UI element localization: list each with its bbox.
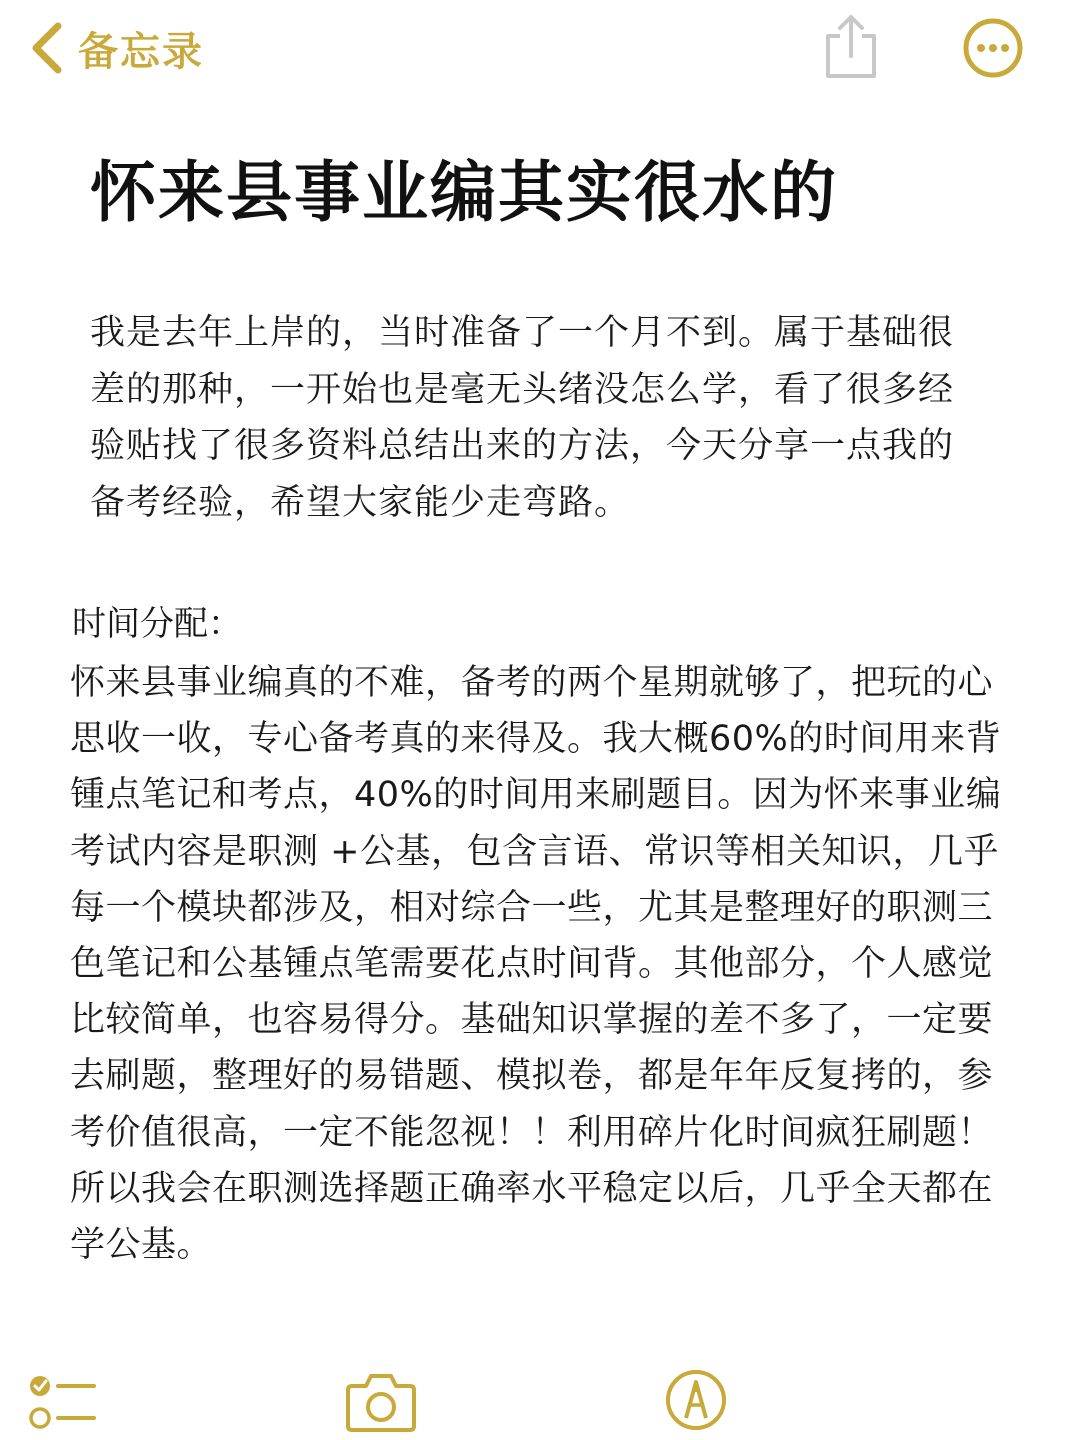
ellipsis-circle-icon [962, 17, 1024, 79]
back-button[interactable] [28, 18, 204, 78]
checklist-icon [26, 1370, 98, 1436]
note-title: 怀来县事业编其实很水的 [90, 154, 838, 231]
section-body-paragraph: 怀来县事业编真的不难，备考的两个星期就够了，把玩的心思收一收，专心备考真的来得及。我大概60%的时间用来背锺点笔记和考点，40%的时间用来刷题目。因为怀来事业编考试内容是职测 +公基，包含言语、常识等相关知识，几乎每一个模块都涉及，相对综合一些，尤其是整理好的职测三色笔记和公基锺点笔需要花点时间背。其他部分，个人感觉比较简单，也容易得分。基础知识掌握的差不多了，一定要去刷题，整理好的易错题、模拟卷，都是年年反复拷的，参考价值很高，一定不能忽视！！利用碎片化时间疯狂刷题！所以我会在职测选择题正确率水平稳定以后，几乎全天都在学公基。 [70, 663, 1002, 1266]
markup-button[interactable] [664, 1368, 728, 1432]
chevron-left-icon [28, 22, 64, 74]
markup-pen-icon [664, 1368, 728, 1432]
section-heading: 时间分配： [72, 604, 242, 644]
share-button[interactable] [822, 14, 880, 80]
share-icon [822, 14, 880, 80]
back-label: 备忘录 [78, 28, 204, 75]
navigation-bar [0, 0, 1080, 100]
camera-button[interactable] [344, 1370, 418, 1434]
note-intro-paragraph: 我是去年上岸的，当时准备了一个月不到。属于基础很差的那种，一开始也是毫无头绪没怎么学，看了很多经验贴找了很多资料总结出来的方法，今天分享一点我的备考经验，希望大家能少走弯路。 [90, 313, 955, 523]
checklist-button[interactable] [26, 1370, 98, 1436]
bottom-toolbar [0, 1360, 1080, 1440]
camera-icon [344, 1370, 418, 1434]
more-button[interactable] [962, 17, 1024, 79]
